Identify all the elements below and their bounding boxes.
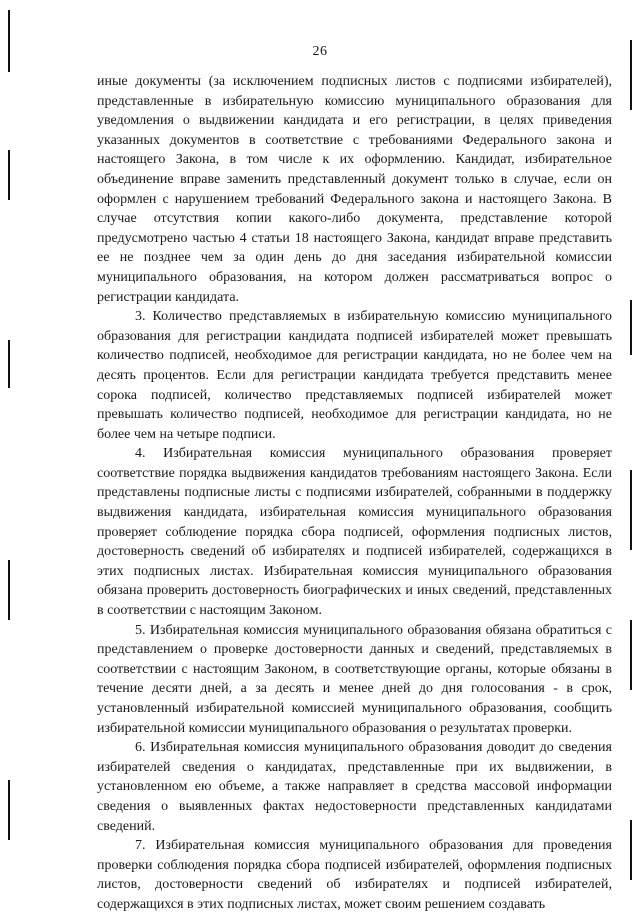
scan-edge-left-1 — [8, 10, 10, 72]
scan-edge-right-2 — [630, 300, 632, 355]
page-number: 26 — [312, 44, 328, 59]
document-body — [97, 72, 612, 915]
scan-edge-left-2 — [8, 150, 10, 200]
paragraph-7: 7. Избирательная комиссия муниципального образования для проведения проверки соблюдения порядка сбора подписей избирателей, оформления подписных листов, достоверности сведений об избирателях и подписей избирателей, содержащихся в этих подписных листах, может своим решением создавать — [97, 838, 612, 912]
scan-edge-right-3 — [630, 470, 632, 550]
scan-edge-left-5 — [8, 780, 10, 840]
paragraph-3: 3. Количество представляемых в избирательную комиссию муниципального образования для регистрации кандидата подписей избирателей может превышать количество подписей, необходимое для регистрации кандидата, но не более чем на десять процентов. Если для регистрации кандидата требуется представить менее сорока подписей, количество представляемых подписей избирателей может превышать количество подписей, необходимое для регистрации кандидата, но не более чем на четыре подписи. — [97, 309, 612, 442]
scan-edge-right-4 — [630, 620, 632, 690]
paragraph-4: 4. Избирательная комиссия муниципального образования проверяет соответствие порядка выдвижения кандидатов требованиям настоящего Закона. Если представлены подписные листы с подписями избирателей, собранными в поддержку выдвижения кандидата, избирательная комиссия муниципального образования проверяет соблюдение порядка сбора подписей, оформления подписных листов, достоверность сведений об избирателях и подписей избирателей, содержащихся в этих подписных листах. Избирательная комиссия муниципального образования обязана проверить достоверность биографических и иных сведений, представленных в соответствии с настоящим Законом. — [97, 446, 612, 619]
paragraph-continuation: иные документы (за исключением подписных листов с подписями избирателей), представленные в избирательную комиссию муниципального образования для уведомления о выдвижении кандидата и его регистрации, в целях приведения указанных документов в соответствие с требованиями Федерального закона и настоящего Закона, в том числе к их оформлению. Кандидат, избирательное объединение вправе заменить представленный документ только в случае, если он оформлен с нарушением требований Федерального закона и настоящего Закона. В случае отсутствия копии какого-либо документа, представление которой предусмотрено частью 4 статьи 18 настоящего Закона, кандидат вправе представить ее не позднее чем за один день до дня заседания избирательной комиссии муниципального образования, на котором должен рассматриваться вопрос о регистрации кандидата. — [97, 74, 612, 305]
scan-edge-left-3 — [8, 340, 10, 388]
paragraph-5: 5. Избирательная комиссия муниципального образования обязана обратиться с представлением о проверке достоверности данных и сведений, представляемых в соответствии с настоящим Законом, в соответствующие органы, которые обязаны в течение десяти дней, а за десять и менее дней до дня голосования - в срок, установленный избирательной комиссией муниципального образования, сообщить избирательной комиссии муниципального образования о результатах проверки. — [97, 622, 612, 736]
scan-edge-left-4 — [8, 560, 10, 620]
scan-edge-right-5 — [630, 820, 632, 880]
paragraph-6: 6. Избирательная комиссия муниципального образования доводит до сведения избирателей сведения о кандидатах, представленные при их выдвижении, в установленном ею объеме, а также направляет в средства массовой информации сведения о выявленных фактах недостоверности представленных кандидатами сведений. — [97, 740, 612, 834]
